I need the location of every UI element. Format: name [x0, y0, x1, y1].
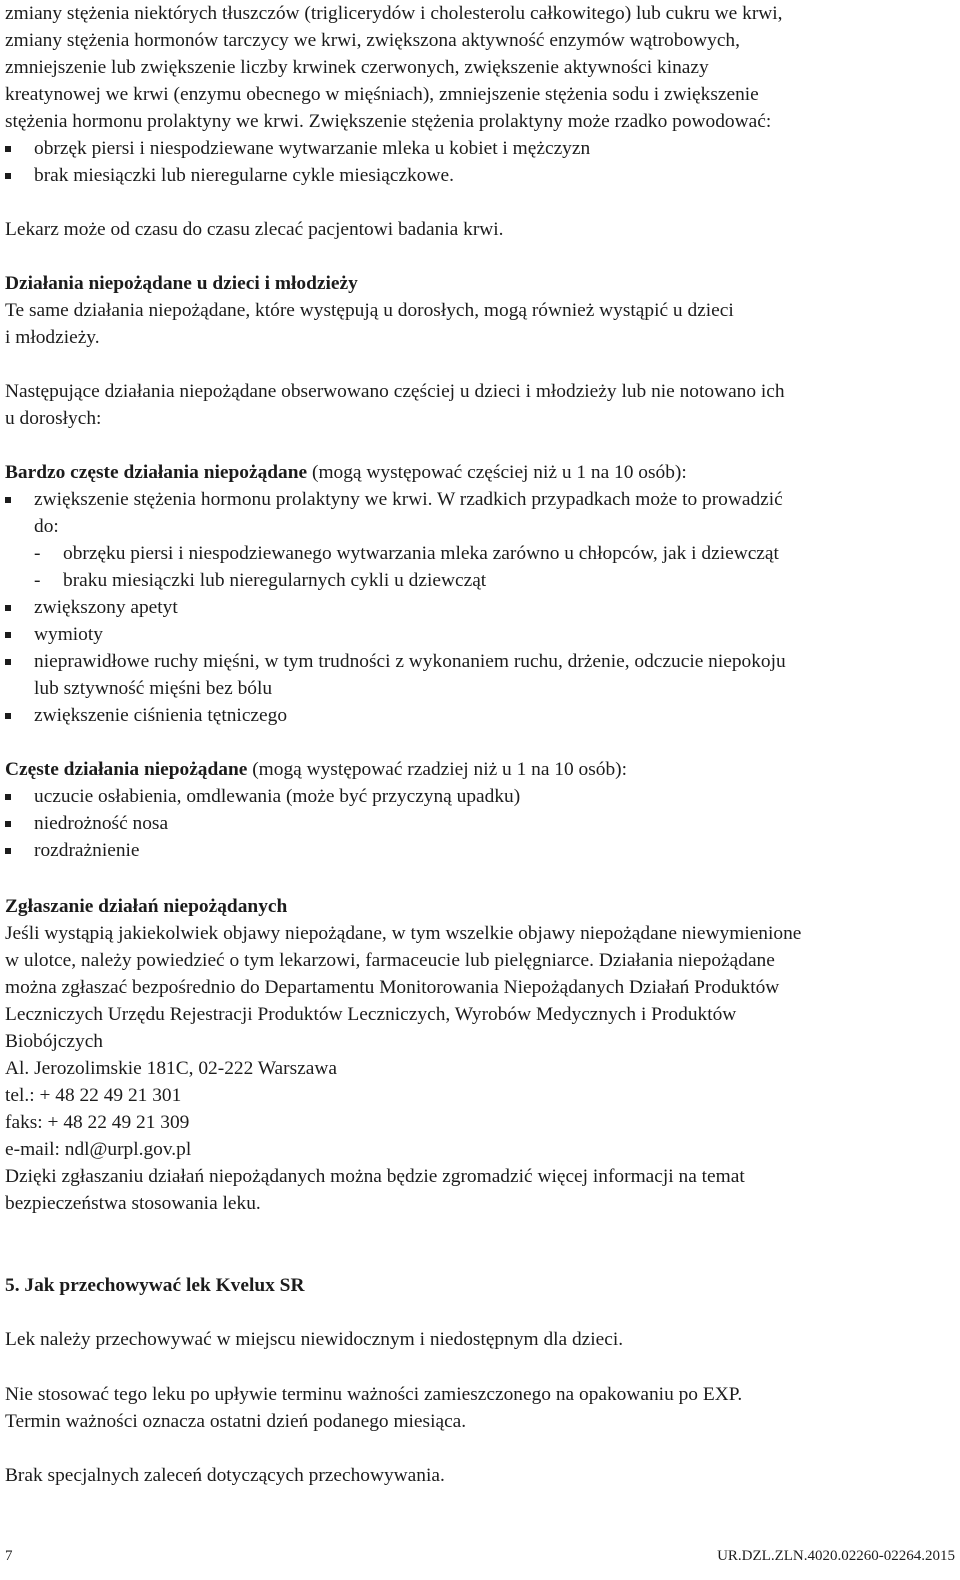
paragraph-line: Nie stosować tego leku po upływie terminu ważności zamieszczonego na opakowaniu po EXP. [5, 1384, 743, 1405]
paragraph-line: Leczniczych Urzędu Rejestracji Produktów Leczniczych, Wyrobów Medycznych i Produktów [5, 1004, 737, 1025]
bullet-marker [5, 821, 11, 827]
address-line: Al. Jerozolimskie 181C, 02-222 Warszawa [5, 1058, 337, 1079]
sub-list-item: obrzęku piersi i niespodziewanego wytwarzania mleka zarówno u chłopców, jak i dziewcząt [63, 543, 779, 564]
frequency-heading [5, 758, 627, 782]
bullet-marker [5, 659, 11, 665]
list-item: zwiększony apetyt [34, 597, 178, 618]
frequency-note: (mogą występować rzadziej niż u 1 na 10 osób): [247, 759, 627, 780]
bullet-marker [5, 497, 11, 503]
fax-line: faks: + 48 22 49 21 309 [5, 1112, 190, 1133]
list-item: zwiększenie ciśnienia tętniczego [34, 705, 288, 726]
bullet-marker [5, 146, 11, 152]
bullet-marker [5, 605, 11, 611]
list-item: nieprawidłowe ruchy mięśni, w tym trudności z wykonaniem ruchu, drżenie, odczucie niepokoju [34, 651, 786, 672]
paragraph-line: u dorosłych: [5, 408, 102, 429]
intro-line: kreatynowej we krwi (enzymu obecnego w mięśniach), zmniejszenie stężenia sodu i zwiększenie [5, 84, 759, 105]
paragraph-line: Lek należy przechowywać w miejscu niewidocznym i niedostępnym dla dzieci. [5, 1329, 624, 1350]
list-item: brak miesiączki lub nieregularne cykle miesiączkowe. [34, 165, 454, 186]
sub-list-item: braku miesiączki lub nieregularnych cykli u dziewcząt [63, 570, 487, 591]
list-item: zwiększenie stężenia hormonu prolaktyny we krwi. W rzadkich przypadkach może to prowadzić [34, 489, 783, 510]
section-heading: 5. Jak przechowywać lek Kvelux SR [5, 1275, 305, 1296]
section-heading: Zgłaszanie działań niepożądanych [5, 896, 288, 917]
dash-marker: - [34, 543, 41, 564]
paragraph-line: w ulotce, należy powiedzieć o tym lekarzowi, farmaceucie lub pielęgniarce. Działania niepożądane [5, 950, 775, 971]
email-line: e-mail: ndl@urpl.gov.pl [5, 1139, 192, 1160]
intro-line: zmiany stężenia hormonów tarczycy we krwi, zwiększona aktywność enzymów wątrobowych, [5, 30, 740, 51]
paragraph-line: bezpieczeństwa stosowania leku. [5, 1193, 261, 1214]
blood-tests-note: Lekarz może od czasu do czasu zlecać pacjentowi badania krwi. [5, 219, 504, 240]
document-code: UR.DZL.ZLN.4020.02260-02264.2015 [717, 1548, 955, 1564]
dash-marker: - [34, 570, 41, 591]
paragraph-line: Biobójczych [5, 1031, 104, 1052]
frequency-label: Bardzo częste działania niepożądane [5, 462, 308, 483]
list-item: niedrożność nosa [34, 813, 169, 834]
list-item-continuation: do: [34, 516, 59, 537]
frequency-label: Częste działania niepożądane [5, 759, 248, 780]
section-heading: Działania niepożądane u dzieci i młodzieży [5, 273, 358, 294]
paragraph-line: Brak specjalnych zaleceń dotyczących przechowywania. [5, 1465, 445, 1486]
bullet-marker [5, 173, 11, 179]
frequency-heading [5, 461, 687, 485]
paragraph-line: Jeśli wystąpią jakiekolwiek objawy niepożądane, w tym wszelkie objawy niepożądane niewymienione [5, 923, 802, 944]
bullet-marker [5, 848, 11, 854]
intro-line: zmiany stężenia niektórych tłuszczów (triglicerydów i cholesterolu całkowitego) lub cukru we krwi, [5, 3, 783, 24]
paragraph-line: Dzięki zgłaszaniu działań niepożądanych można będzie zgromadzić więcej informacji na temat [5, 1166, 745, 1187]
page-number: 7 [5, 1548, 13, 1564]
list-item: wymioty [34, 624, 103, 645]
list-item-continuation: lub sztywność mięśni bez bólu [34, 678, 273, 699]
paragraph-line: Następujące działania niepożądane obserwowano częściej u dzieci i młodzieży lub nie notowano ich [5, 381, 785, 402]
paragraph-line: i młodzieży. [5, 327, 100, 348]
frequency-note: (mogą występować częściej niż u 1 na 10 osób): [307, 462, 687, 483]
intro-line: stężenia hormonu prolaktyny we krwi. Zwiększenie stężenia prolaktyny może rzadko powodować: [5, 111, 772, 132]
bullet-marker [5, 713, 11, 719]
bullet-marker [5, 794, 11, 800]
paragraph-line: Te same działania niepożądane, które występują u dorosłych, mogą również wystąpić u dzieci [5, 300, 734, 321]
paragraph-line: Termin ważności oznacza ostatni dzień podanego miesiąca. [5, 1411, 467, 1432]
paragraph-line: można zgłaszać bezpośrednio do Departamentu Monitorowania Niepożądanych Działań Produktów [5, 977, 780, 998]
bullet-marker [5, 632, 11, 638]
intro-line: zmniejszenie lub zwiększenie liczby krwinek czerwonych, zwiększenie aktywności kinazy [5, 57, 709, 78]
list-item: rozdrażnienie [34, 840, 140, 861]
list-item: obrzęk piersi i niespodziewane wytwarzanie mleka u kobiet i mężczyzn [34, 138, 591, 159]
list-item: uczucie osłabienia, omdlewania (może być przyczyną upadku) [34, 786, 521, 807]
phone-line: tel.: + 48 22 49 21 301 [5, 1085, 182, 1106]
